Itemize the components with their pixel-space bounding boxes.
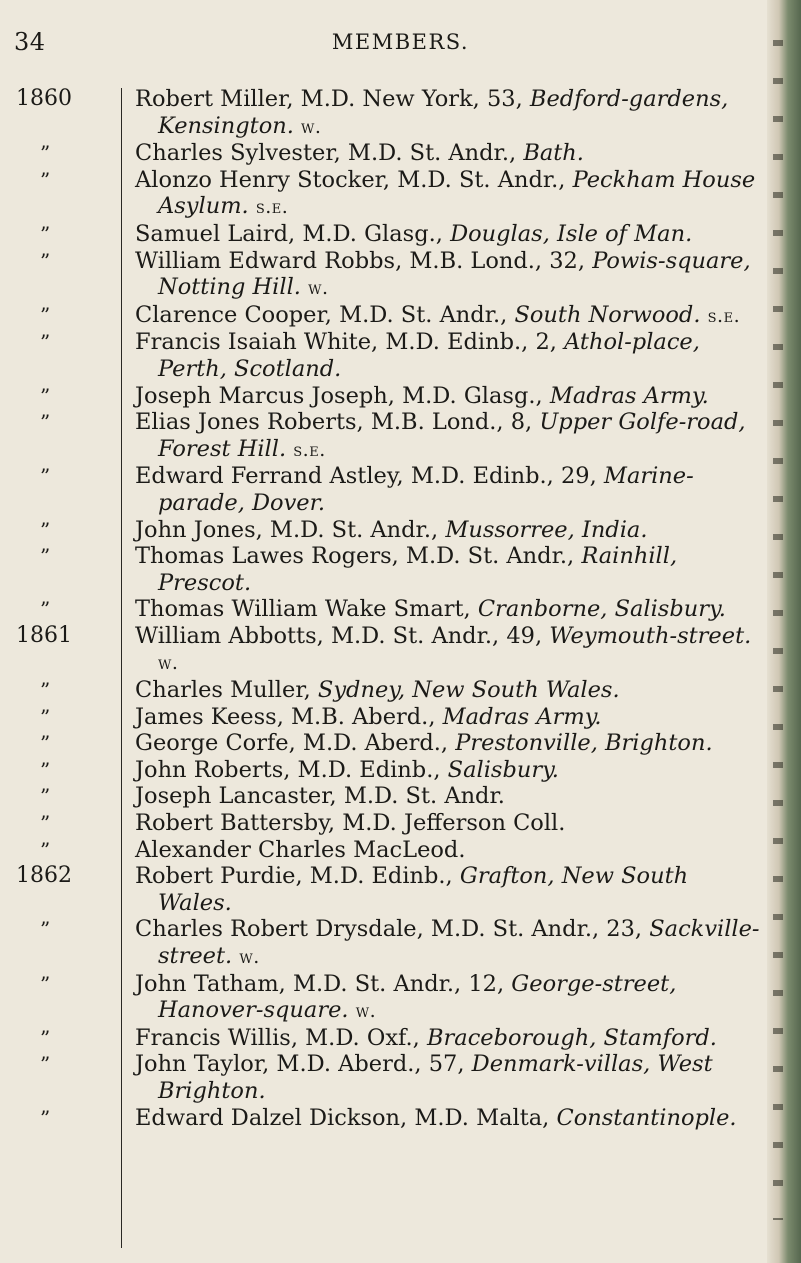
entry-year: ” [40,383,51,408]
entry-text [135,543,762,596]
entry-year: ” [40,784,51,809]
member-entry [0,971,770,1025]
entry-year: ” [40,704,51,729]
entry-name: Robert Miller, M.D. New York, 53, [135,86,530,112]
entry-name: Thomas Lawes Rogers, M.D. St. Andr., [135,543,582,570]
entry-address: Constantinople. [556,1104,737,1131]
member-entry [0,409,770,463]
entry-name: Alexander Charles MacLeod. [135,836,466,863]
entry-year: ” [40,544,51,569]
entry-name: John Jones, M.D. St. Andr., [135,516,446,543]
entry-text [135,86,762,140]
entry-address: Sydney, New South Wales. [317,677,620,704]
entry-year: 1861 [16,622,72,648]
entry-text [135,409,762,463]
entry-name: James Keess, M.B. Aberd., [135,703,443,730]
member-entry [0,704,770,731]
entry-text [135,248,762,302]
entry-text [135,837,762,864]
entry-year: ” [40,837,51,862]
entry-year: ” [40,1052,51,1077]
member-entry [0,810,770,837]
entry-name: John Taylor, M.D. Aberd., 57, [135,1051,472,1078]
entry-name: Clarence Cooper, M.D. St. Andr., [135,301,515,328]
entry-text [135,596,762,623]
entry-year: 1862 [16,863,72,889]
entry-name: Robert Battersby, M.D. Jefferson Coll. [135,810,566,837]
entry-text [135,863,762,916]
member-entry [0,596,770,623]
entry-address: Powis-square, Notting Hill. [158,247,751,301]
member-entry [0,383,770,410]
member-entry [0,248,770,302]
entry-text [135,329,762,382]
entry-name: Francis Isaiah White, M.D. Edinb., 2, [135,329,565,356]
entry-postal-district: w. [355,1000,377,1023]
member-entry [0,837,770,864]
entry-postal-district: w. [308,277,329,300]
entry-text [135,623,762,677]
member-entry [0,916,770,970]
page-number: 34 [14,28,46,56]
entry-year: ” [40,757,51,782]
member-entry [0,757,770,784]
member-entry [0,329,770,382]
entry-text [135,1025,762,1052]
entry-name: Samuel Laird, M.D. Glasg., [135,220,451,247]
entry-name: Elias Jones Roberts, M.B. Lond., 8, [135,409,540,436]
entry-text [135,757,762,784]
entry-postal-district: s.e. [707,304,741,327]
page-edge-marks [773,40,783,1220]
entry-address: Grafton, New South Wales. [158,863,689,916]
member-entry [0,730,770,757]
entry-name: William Edward Robbs, M.B. Lond., 32, [135,247,593,274]
entry-text [135,677,762,704]
entry-year: ” [40,464,51,489]
entry-year: ” [40,167,51,192]
entry-address: Rainhill, Prescot. [158,543,678,596]
entry-text [135,140,762,167]
entry-year: ” [40,330,51,355]
entry-address: Marine-parade, Dover. [158,463,694,516]
entry-text [135,1105,762,1132]
entry-text [135,167,762,221]
page-edge [767,0,801,1263]
entry-address: South Norwood. [514,301,701,328]
entry-text [135,463,762,516]
member-entry [0,677,770,704]
entry-address: Salisbury. [447,756,559,783]
entry-address: Peckham House Asylum. [158,166,756,220]
entry-year: ” [40,731,51,756]
entry-year: ” [40,1105,51,1130]
entry-year: ” [40,141,51,166]
entry-name: George Corfe, M.D. Aberd., [135,730,456,757]
member-entry [0,167,770,221]
entry-year: ” [40,597,51,622]
member-entry [0,1051,770,1104]
entry-name: Robert Purdie, M.D. Edinb., [135,863,460,890]
entry-postal-district: w. [301,115,322,138]
entry-address: Douglas, Isle of Man. [450,220,693,247]
entry-year: ” [40,1025,51,1050]
entry-address: Braceborough, Stamford. [426,1024,717,1051]
entry-address: Bath. [523,140,584,167]
entry-year: ” [40,302,51,327]
entry-year: ” [40,517,51,542]
entry-postal-district: s.e. [293,438,326,461]
entry-name: Edward Dalzel Dickson, M.D. Malta, [135,1104,557,1131]
entry-year: ” [40,248,51,273]
entry-address: Denmark-villas, West Brighton. [158,1051,713,1104]
entry-text [135,517,762,544]
entry-text [135,783,762,810]
running-title: MEMBERS. [331,30,470,54]
entry-year: 1860 [16,86,72,111]
entry-text [135,221,762,248]
member-entry [0,140,770,167]
entry-year: ” [40,221,51,246]
entry-name: Thomas William Wake Smart, [135,596,478,623]
entry-name: Edward Ferrand Astley, M.D. Edinb., 29, [135,463,604,490]
entry-postal-district: w. [158,652,179,675]
entry-year: ” [40,971,51,996]
member-entry [0,863,770,916]
entry-address: Sackville-street. [158,916,760,969]
entry-text [135,704,762,731]
member-entry [0,517,770,544]
entry-text [135,302,762,330]
entry-text [135,383,762,410]
entry-year: ” [40,811,51,836]
entry-name: William Abbotts, M.D. St. Andr., 49, [135,622,550,649]
member-entry [0,302,770,330]
entry-address: Madras Army. [549,382,709,409]
entry-address: Prestonville, Brighton. [455,730,713,757]
members-list [0,86,770,1131]
entry-name: Joseph Marcus Joseph, M.D. Glasg., [135,382,550,409]
member-entry [0,463,770,516]
entry-address: Upper Golfe-road, Forest Hill. [158,409,746,462]
entry-address: Weymouth-street. [549,622,752,649]
member-entry [0,543,770,596]
entry-text [135,730,762,757]
member-entry [0,221,770,248]
entry-name: John Tatham, M.D. St. Andr., 12, [135,970,512,997]
member-entry [0,623,770,677]
entry-text [135,916,762,970]
entry-text [135,810,762,837]
entry-name: Charles Muller, [135,677,318,704]
entry-year: ” [40,678,51,703]
entry-postal-district: w. [239,946,260,968]
entry-name: Charles Robert Drysdale, M.D. St. Andr., 23, [135,916,650,943]
member-entry [0,1105,770,1132]
entry-address: George-street, Hanover-square. [158,970,677,1024]
entry-address: Mussorree, India. [445,516,648,543]
member-entry [0,1025,770,1052]
entry-year: ” [40,410,51,435]
entry-address: Bedford-gardens, Kensington. [158,86,729,139]
entry-year: ” [40,917,51,942]
entry-text [135,971,762,1025]
entry-postal-district: s.e. [255,196,289,219]
entry-name: Charles Sylvester, M.D. St. Andr., [135,140,524,167]
entry-name: John Roberts, M.D. Edinb., [135,756,448,783]
entry-name: Alonzo Henry Stocker, M.D. St. Andr., [135,166,573,193]
entry-name: Joseph Lancaster, M.D. St. Andr. [135,783,505,810]
entry-address: Madras Army. [442,703,602,730]
member-entry [0,783,770,810]
entry-text [135,1051,762,1104]
member-entry [0,86,770,140]
entry-name: Francis Willis, M.D. Oxf., [135,1024,427,1051]
entry-address: Cranborne, Salisbury. [477,596,726,623]
entry-address: Athol-place, Perth, Scotland. [158,329,700,382]
